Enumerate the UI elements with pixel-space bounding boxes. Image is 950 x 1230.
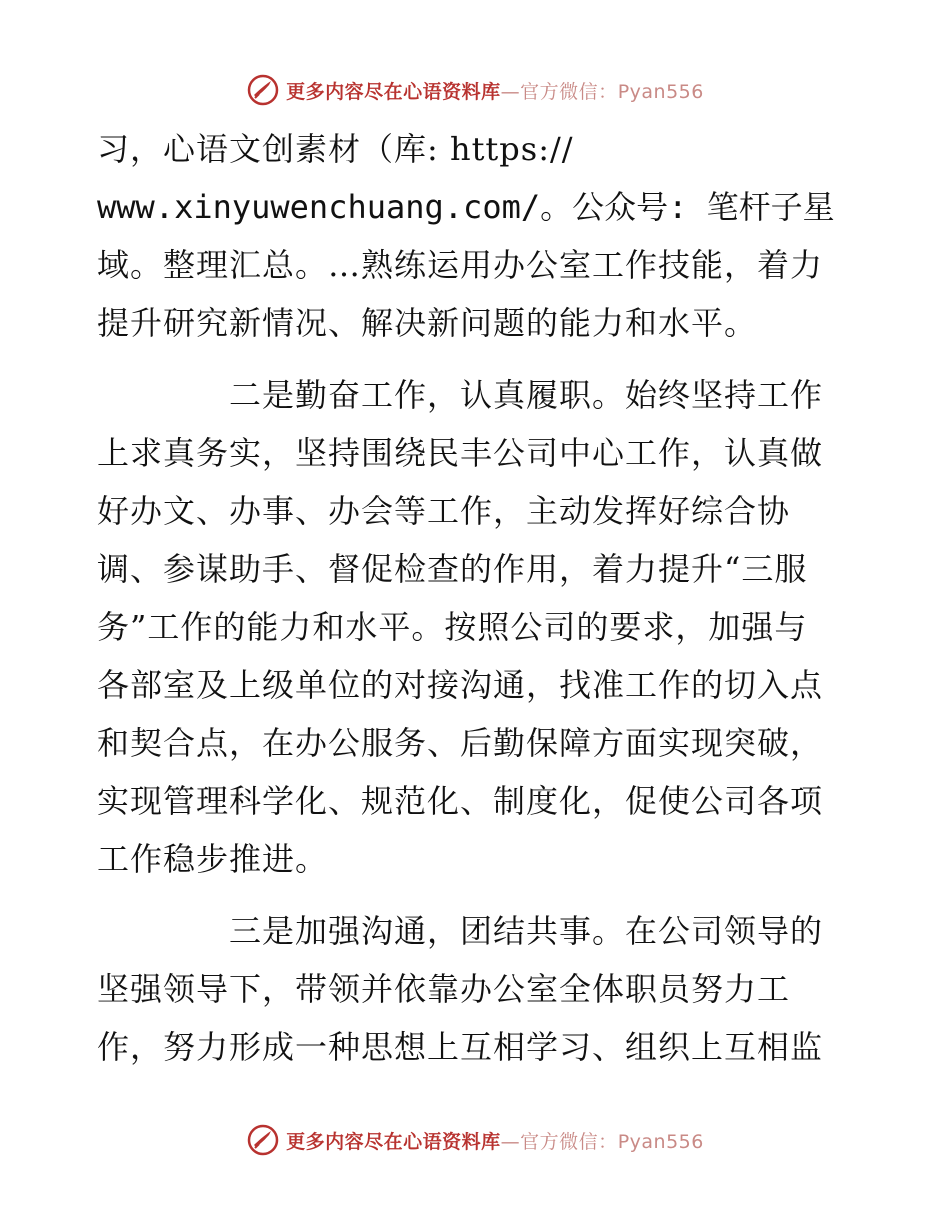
paragraph-line: 提升研究新情况、解决新问题的能力和水平。 [97, 304, 758, 342]
paragraph-line: 作，努力形成一种思想上互相学习、组织上互相监 [97, 1028, 824, 1066]
paragraph-line: 务”工作的能力和水平。按照公司的要求，加强与 [97, 608, 808, 646]
paragraph-spacer [97, 352, 857, 366]
paragraph-line: 坚强领导下，带领并依靠办公室全体职员努力工 [97, 970, 791, 1008]
paragraph-line: 好办文、办事、办会等工作，主动发挥好综合协 [97, 492, 791, 530]
footer-banner-lead: 更多内容尽在心语资料库 [286, 1130, 501, 1153]
paragraph-line: www.xinyuwenchuang.com/。公众号: 笔杆子星 [97, 188, 835, 226]
header-watermark-banner [0, 70, 950, 110]
document-body [97, 120, 857, 1076]
header-banner-wechat-label: 官方微信： [520, 80, 618, 103]
paragraph-line: 二是勤奋工作，认真履职。始终坚持工作 [229, 376, 824, 414]
header-banner-wechat-id: Pyan556 [617, 80, 704, 103]
book-quill-logo-icon [246, 1123, 280, 1157]
footer-watermark-text [286, 1127, 704, 1154]
footer-banner-wechat-id: Pyan556 [617, 1130, 704, 1153]
footer-watermark-banner [0, 1120, 950, 1160]
paragraph-line: 工作稳步推进。 [97, 840, 329, 878]
header-banner-dash: — [500, 80, 521, 103]
paragraph-line: 域。整理汇总。…熟练运用办公室工作技能，着力 [97, 246, 824, 284]
paragraph-line: 和契合点，在办公服务、后勤保障方面实现突破， [97, 724, 824, 762]
paragraph-line: 习，心语文创素材（库: https:// [97, 130, 574, 168]
footer-banner-wechat-label: 官方微信： [520, 1130, 618, 1153]
paragraph-3 [97, 902, 857, 1076]
paragraph-1 [97, 120, 857, 352]
paragraph-line: 实现管理科学化、规范化、制度化，促使公司各项 [97, 782, 824, 820]
footer-banner-dash: — [500, 1130, 521, 1153]
book-quill-logo-icon [246, 73, 280, 107]
paragraph-line: 上求真务实，坚持围绕民丰公司中心工作，认真做 [97, 434, 824, 472]
paragraph-line: 调、参谋助手、督促检查的作用，着力提升“三服 [97, 550, 808, 588]
header-watermark-text [286, 77, 704, 104]
header-banner-lead: 更多内容尽在心语资料库 [286, 80, 501, 103]
paragraph-line: 各部室及上级单位的对接沟通，找准工作的切入点 [97, 666, 824, 704]
paragraph-line: 三是加强沟通，团结共事。在公司领导的 [229, 912, 824, 950]
paragraph-spacer [97, 888, 857, 902]
paragraph-2 [97, 366, 857, 888]
